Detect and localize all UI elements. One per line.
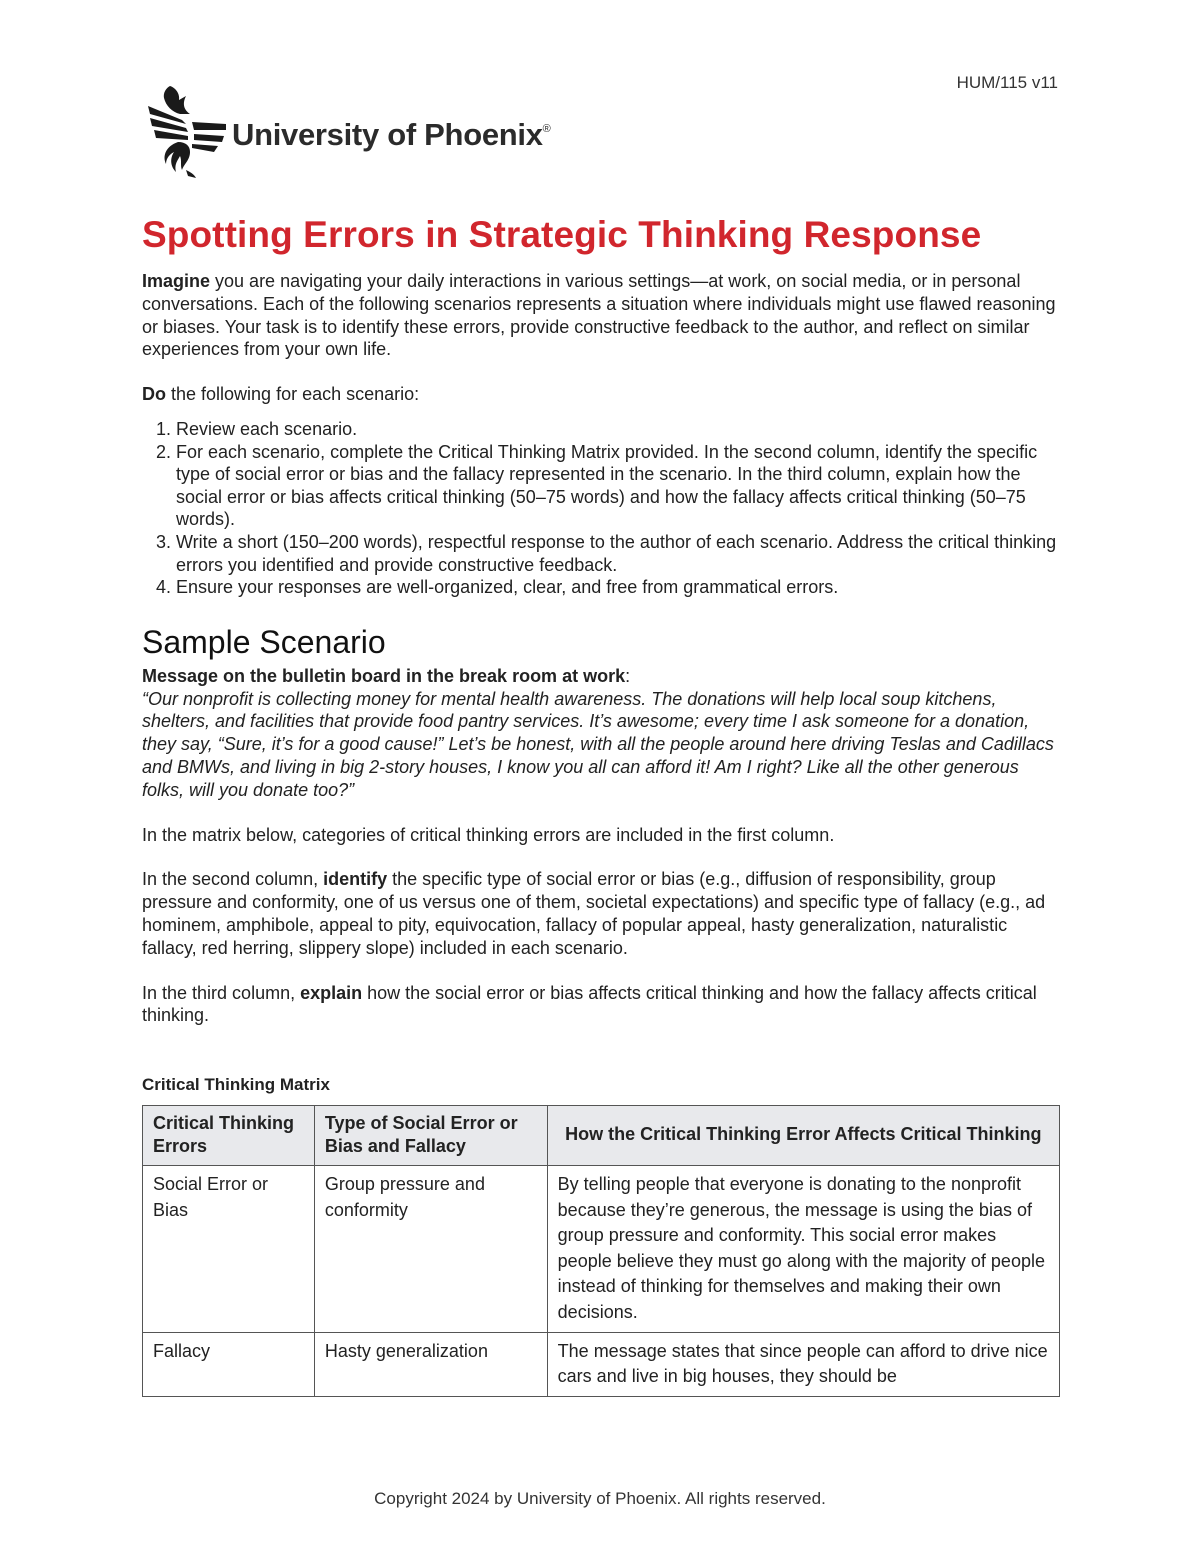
phoenix-bird-icon <box>142 84 228 178</box>
table-cell-type: Hasty generalization <box>314 1332 547 1396</box>
third-column-text-pre: In the third column, <box>142 982 301 1003</box>
third-column-paragraph <box>142 982 1060 1028</box>
table-row <box>143 1166 1060 1333</box>
instructions-lead <box>142 383 1060 406</box>
column-header: How the Critical Thinking Error Affects Critical Thinking <box>547 1106 1059 1166</box>
intro-paragraph <box>142 270 1060 361</box>
instructions-lead-word: Do <box>142 384 166 405</box>
table-cell-category: Fallacy <box>143 1332 315 1396</box>
instruction-step: 4. Ensure your responses are well-organized, clear, and free from grammatical errors. <box>176 576 1060 599</box>
scenario-quote: “Our nonprofit is collecting money for mental health awareness. The donations will help local soup kitchens, shelters, and facilities that provide food pantry services. It’s awesome; every time I ask someone for a donation, they say, “Sure, it’s for a good cause!” Let’s be honest, with all the people around here driving Teslas and Cadillacs and BMWs, and living in big 2-story houses, I know you all can afford it! Am I right? Like all the other generous folks, will you donate too?” <box>142 688 1054 800</box>
university-logo <box>142 84 562 178</box>
column-header: Critical Thinking Errors <box>143 1106 315 1166</box>
table-cell-effect: By telling people that everyone is donating to the nonprofit because they’re generous, the message is using the bias of group pressure and conformity. This social error makes people believe they must go along with the majority of people instead of thinking for themselves and making their own decisions. <box>547 1166 1059 1333</box>
second-column-text-pre: In the second column, <box>142 869 324 890</box>
document-body <box>142 212 1060 1397</box>
third-column-text-post: how the social error or bias affects critical thinking and how the fallacy affects critical thinking. <box>142 982 1037 1026</box>
intro-lead: Imagine <box>142 271 211 291</box>
instruction-step: 1. Review each scenario. <box>176 418 1060 441</box>
critical-thinking-matrix <box>142 1105 1060 1397</box>
table-cell-type: Group pressure and conformity <box>314 1166 547 1333</box>
column-header: Type of Social Error or Bias and Fallacy <box>314 1106 547 1166</box>
copyright-footer: Copyright 2024 by University of Phoenix. All rights reserved. <box>374 1489 826 1508</box>
sample-scenario-heading: Sample Scenario <box>142 623 386 660</box>
explain-keyword: explain <box>300 982 363 1003</box>
registered-mark: ® <box>542 123 551 135</box>
second-column-paragraph <box>142 868 1060 959</box>
table-header-row <box>143 1106 1060 1166</box>
instruction-step: 2. For each scenario, complete the Critical Thinking Matrix provided. In the second column, identify the specific type of social error or bias and the fallacy represented in the scenario. In the third column, explain how the social error or bias affects critical thinking (50–75 words) and how the fallacy affects critical thinking (50–75 words). <box>176 441 1060 531</box>
table-cell-category: Social Error or Bias <box>143 1166 315 1333</box>
scenario-source-label: Message on the bulletin board in the break room at work <box>142 665 626 686</box>
table-row <box>143 1332 1060 1396</box>
second-column-text-post: the specific type of social error or bias (e.g., diffusion of responsibility, group pressure and conformity, one of us versus one of them, societal expectations) and specific type of fallacy (e.g., ad hominem, amphibole, appeal to pity, equivocation, fallacy of popular appeal, hasty generalization, naturalistic fallacy, red herring, slippery slope) included in each scenario. <box>142 869 1046 958</box>
identify-keyword: identify <box>323 869 388 890</box>
instructions-lead-text: the following for each scenario: <box>166 384 420 405</box>
scenario-source-colon: : <box>625 665 631 686</box>
scenario-source <box>142 665 1060 688</box>
page-title: Spotting Errors in Strategic Thinking Response <box>142 214 982 255</box>
instruction-steps <box>142 418 1060 599</box>
instruction-step: 3. Write a short (150–200 words), respectful response to the author of each scenario. Address the critical thinking errors you identified and provide constructive feedback. <box>176 531 1060 576</box>
logo-text: University of Phoenix <box>232 117 543 152</box>
course-code: HUM/115 v11 <box>956 73 1058 92</box>
logo-wordmark <box>232 117 550 153</box>
intro-text: you are navigating your daily interactions in various settings—at work, on social media, or in personal conversations. Each of the following scenarios represents a situation where individuals might use flawed reasoning or biases. Your task is to identify these errors, provide constructive feedback to the author, and reflect on similar experiences from your own life. <box>142 271 1056 360</box>
matrix-title: Critical Thinking Matrix <box>142 1075 330 1095</box>
table-cell-effect: The message states that since people can afford to drive nice cars and live in big houses, they should be <box>547 1332 1059 1396</box>
matrix-intro-paragraph: In the matrix below, categories of critical thinking errors are included in the first column. <box>142 824 835 845</box>
